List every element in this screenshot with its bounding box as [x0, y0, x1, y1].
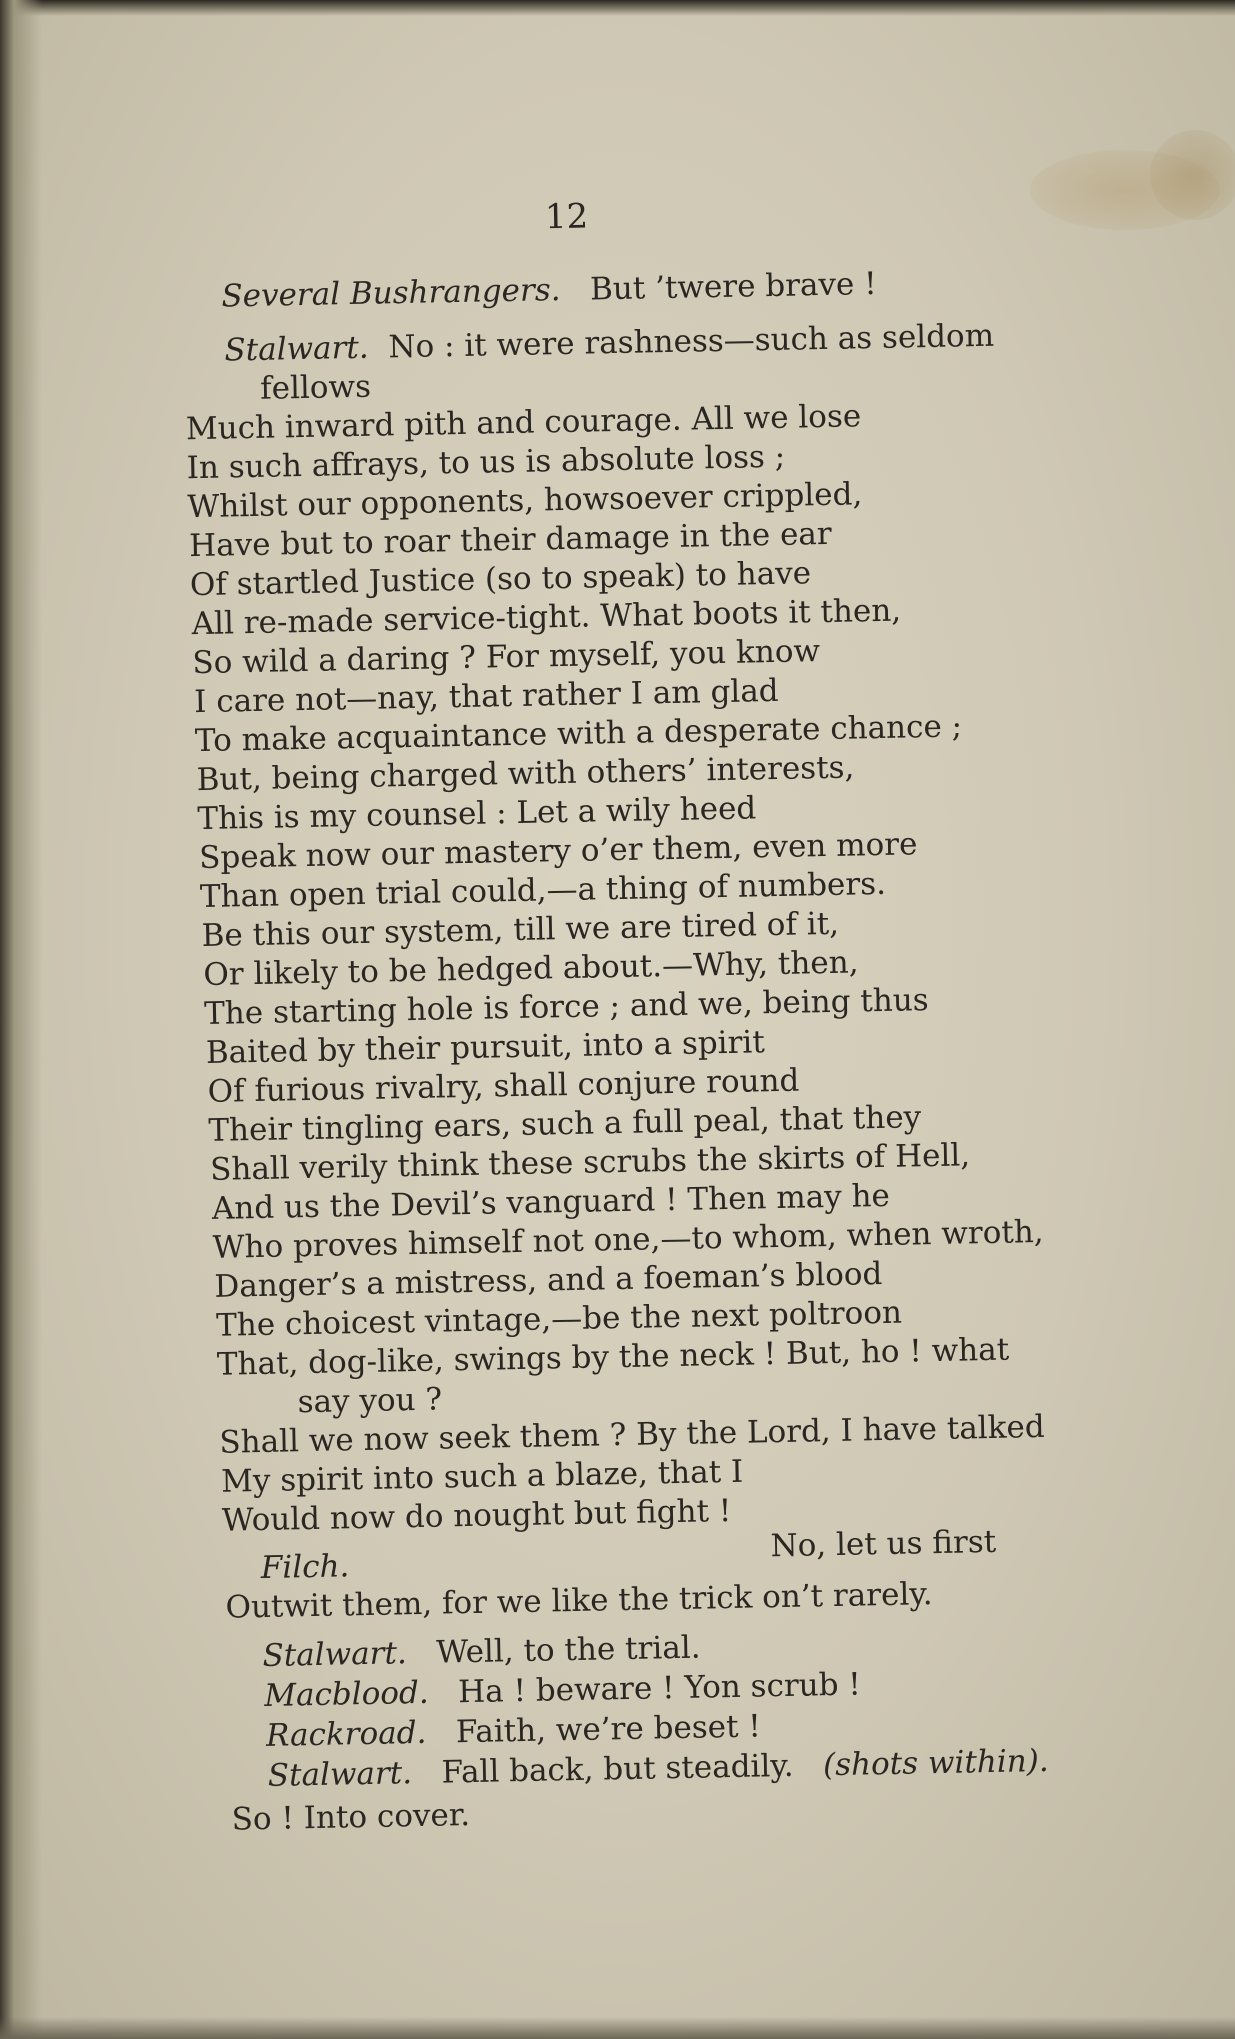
- line-text: So ! Into cover.: [231, 1797, 471, 1838]
- line-text: fellows: [259, 368, 372, 407]
- line-text: The choicest vintage,—be the next poltroon: [215, 1294, 903, 1344]
- line-text: No : it were rashness—such as seldom: [388, 317, 995, 366]
- speaker-name: Macblood.: [263, 1674, 429, 1714]
- page-number: 12: [544, 196, 589, 238]
- line-text: This is my counsel : Let a wily heed: [197, 790, 757, 838]
- line-text: Much inward pith and courage. All we lose: [185, 398, 862, 448]
- line-text: The starting hole is force ; and we, being thus: [203, 982, 929, 1032]
- line-text: Fall back, but steadily.: [441, 1747, 794, 1791]
- line-text: Shall verily think these scrubs the skirts of Hell,: [209, 1137, 971, 1188]
- verse-line: [260, 368, 371, 408]
- line-text: Outwit them, for we like the trick on’t rarely.: [225, 1576, 933, 1626]
- line-text: Who proves himself not one,—to whom, when wroth,: [212, 1213, 1044, 1266]
- line-text: Ha ! beware ! Yon scrub !: [457, 1666, 862, 1711]
- line-text: Of furious rivalry, shall conjure round: [207, 1062, 800, 1110]
- line-text: say you ?: [297, 1381, 443, 1421]
- verse-line: [266, 1707, 761, 1754]
- line-text: Baited by their pursuit, into a spirit: [205, 1024, 766, 1071]
- line-text: But ’twere brave !: [589, 265, 877, 308]
- line-text: I care not—nay, that rather I am glad: [193, 672, 779, 721]
- line-text: My spirit into such a blaze, that I: [220, 1453, 744, 1500]
- line-text: Of startled Justice (so to speak) to have: [189, 555, 812, 604]
- line-text: Danger’s a mistress, and a foeman’s blood: [214, 1256, 883, 1305]
- speaker-name: Rackroad.: [265, 1714, 427, 1754]
- line-text: Or likely to be hedged about.—Why, then,: [203, 944, 859, 993]
- line-text: In such affrays, to us is absolute loss ;: [186, 438, 786, 487]
- verse-line: [770, 1523, 996, 1565]
- line-text: Faith, we’re beset !: [455, 1708, 762, 1751]
- speaker-name: Several Bushrangers.: [221, 272, 561, 315]
- line-text: To make acquaintance with a desperate chance ;: [194, 708, 963, 760]
- line-text: Than open trial could,—a thing of numbers.: [199, 865, 887, 916]
- speaker-name: Filch.: [260, 1548, 350, 1586]
- verse-line: [221, 265, 877, 316]
- line-text: Speak now our mastery o’er them, even more: [198, 826, 918, 877]
- speaker-name-line: [260, 1547, 349, 1587]
- line-text: No, let us first: [770, 1523, 997, 1565]
- line-text: Be this our system, till we are tired of it,: [201, 905, 840, 955]
- verse-line: [297, 1380, 442, 1421]
- line-text: Shall we now seek them ? By the Lord, I have talked: [219, 1408, 1045, 1461]
- line-text: Have but to roar their damage in the ear: [188, 515, 833, 565]
- speaker-name: Stalwart.: [267, 1755, 413, 1794]
- verse-line: [231, 1796, 470, 1839]
- speaker-name: Stalwart.: [262, 1635, 408, 1674]
- line-text: Would now do nought but fight !: [221, 1492, 732, 1539]
- line-text: But, being charged with others’ interests,: [196, 749, 855, 799]
- line-text: So wild a daring ? For myself, you know: [192, 633, 821, 682]
- line-text: And us the Devil’s vanguard ! Then may he: [211, 1177, 891, 1227]
- verse-line: [224, 317, 994, 370]
- verse-line: [262, 1629, 701, 1675]
- line-text: That, dog-like, swings by the neck ! But, ho ! what: [216, 1331, 1010, 1383]
- line-text: Whilst our opponents, howsoever crippled,: [187, 476, 863, 526]
- stage-direction: (shots within).: [822, 1742, 1049, 1784]
- line-text: All re-made service-tight. What boots it then,: [191, 592, 902, 643]
- line-text: Well, to the trial.: [435, 1629, 701, 1671]
- speaker-name: Stalwart.: [224, 329, 370, 369]
- line-text: Their tingling ears, such a full peal, that they: [208, 1099, 922, 1149]
